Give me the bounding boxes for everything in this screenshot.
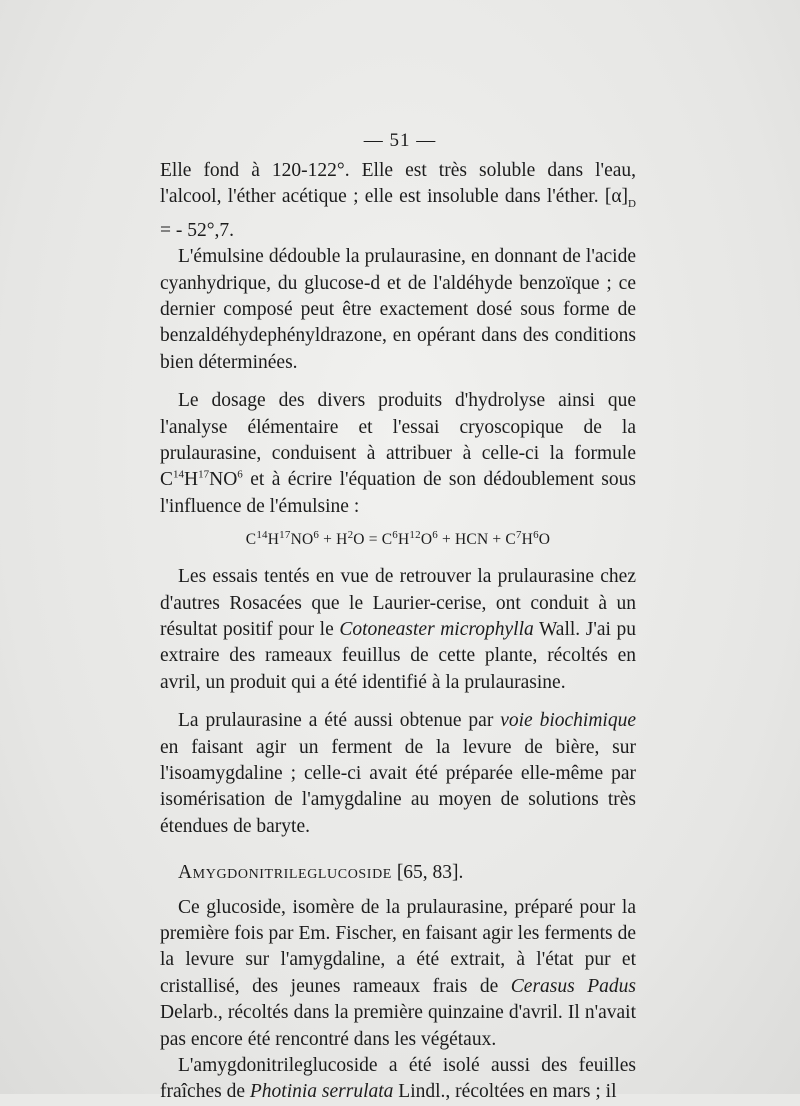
paragraph-rosaceae — [160, 564, 636, 696]
species-photinia: Photinia serrulata — [249, 1081, 394, 1103]
dosage-text-start: Le dosage des divers produits d'hydrolyse ainsi que l'analyse élémentaire et l'essai cryoscopique de la prulaurasine, conduisent à attribuer à celle-ci la formule — [160, 390, 636, 464]
paragraph-melting-point: Elle fond à 120-122°. Elle est très soluble dans l'eau, l'alcool, l'éther acétique ; elle est insoluble dans l'éther. $[\alpha]_D$ = - 52°,7. — [160, 160, 636, 241]
rosaceae-text-start: Les essais tentés en vue de retrouver la prulaurasine chez d'autres Rosacées que le Laurier-cerise, ont conduit à un résultat positif pour le — [160, 566, 636, 640]
section-references: [65, 83]. — [391, 862, 464, 884]
inline-formula: $C^{14}H^{17}NO^6$ — [160, 468, 243, 491]
isomer-text-start: Ce glucoside, isomère de la prulaurasine, préparé pour la première fois par Em. Fischer, en faisant agir les ferments de la levure sur l'amygdaline, a été extrait, à l'état pur et cristallisé, des jeunes rameaux frais de — [160, 896, 636, 997]
photinia-text-end: Lindl., récoltées en mars ; il — [393, 1081, 617, 1103]
biochemical-text-start: La prulaurasine a été aussi obtenue par — [178, 710, 501, 732]
paragraph-photinia — [160, 1053, 636, 1106]
hydrolysis-equation: $C^{14}H^{17}NO^6 + H^2O = C^6H^{12}O^6$ + HCN + $C^7H^6O$ — [245, 529, 551, 549]
dosage-text-end: et à écrire l'équation de son dédoublement sous l'influence de l'émulsine : — [160, 469, 636, 517]
paragraph-isomer — [160, 895, 636, 1053]
text-body — [160, 158, 636, 1106]
section-title: Amygdonitrileglucoside — [178, 862, 392, 884]
paragraph-biochemical — [160, 708, 636, 840]
paragraph-emulsin: L'émulsine dédouble la prulaurasine, en donnant de l'acide cyanhydrique, du glucose-d et de l'aldéhyde benzoïque ; ce dernier composé peut être exactement dosé sous forme de benzaldéhydephényldrazone, en opérant dans des conditions bien déterminées. — [160, 246, 636, 373]
page-number: — 51 — — [363, 130, 437, 151]
species-cotoneaster: Cotoneaster microphylla — [339, 618, 534, 640]
paragraph-dosage — [160, 388, 636, 520]
rosaceae-text-end: Wall. J'ai pu extraire des rameaux feuillus de cette plante, récoltés en avril, un produit qui a été identifié à la prulaurasine. — [160, 618, 636, 693]
biochemical-italic: voie biochimique — [500, 710, 637, 732]
isomer-text-end: Delarb., récoltés dans la première quinzaine d'avril. Il n'avait pas encore été rencontré dans les végétaux. — [160, 1002, 636, 1050]
section-heading — [160, 860, 636, 886]
biochemical-text-end: en faisant agir un ferment de la levure de bière, sur l'isoamygdaline ; celle-ci avait été préparée elle-même par isomérisation de l'amygdaline au moyen de solutions très étendues de baryte. — [160, 736, 636, 837]
photinia-text-start: L'amygdonitrileglucoside a été isolé aussi des feuilles fraîches de — [160, 1055, 636, 1103]
species-cerasus: Cerasus Padus — [510, 975, 636, 997]
